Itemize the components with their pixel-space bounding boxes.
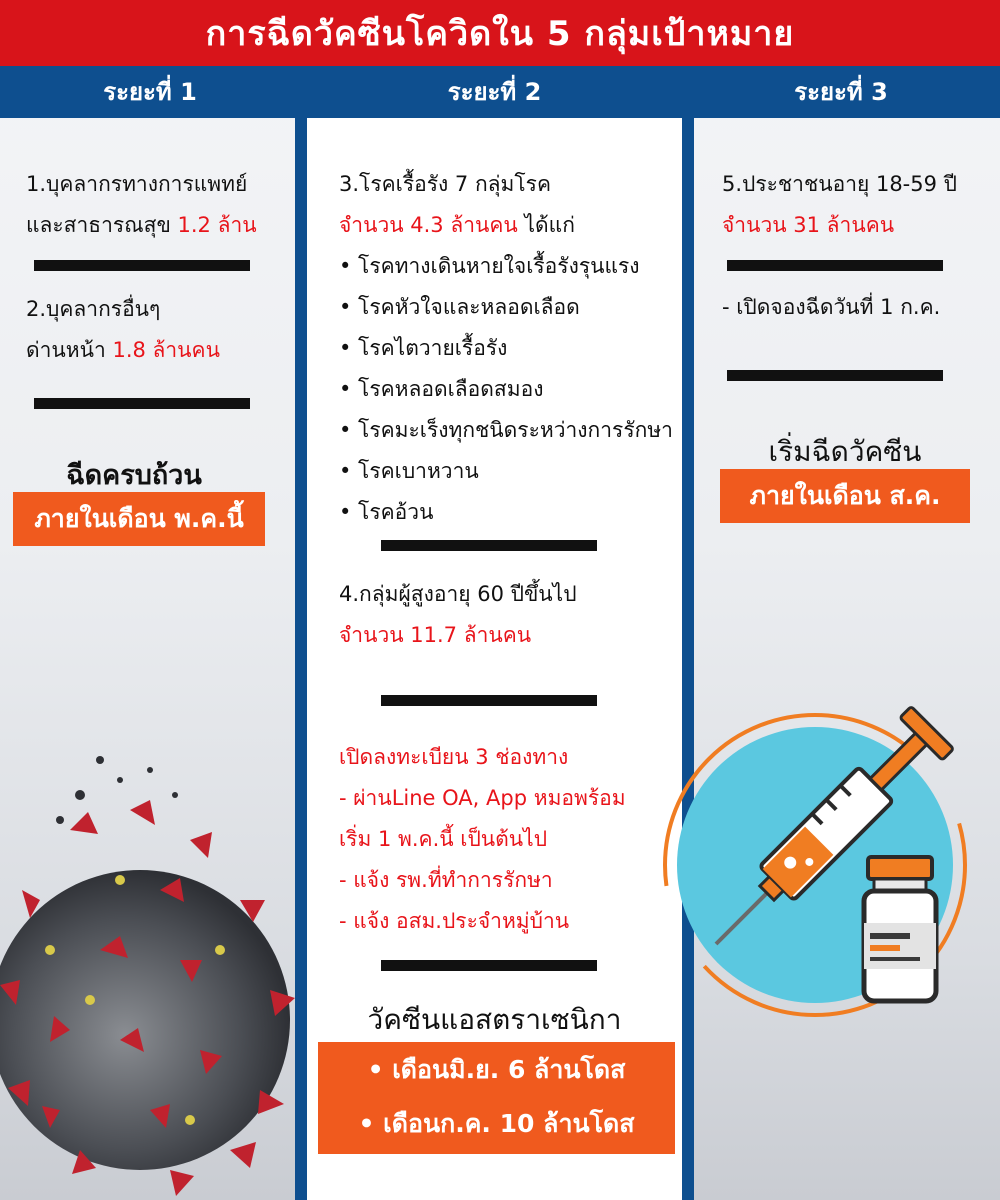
complete-deadline-badge: ภายในเดือน พ.ค.นี้ (13, 492, 265, 546)
group-2-title: 2.บุคลากรอื่นๆ (26, 297, 161, 321)
disease-item: • โรคมะเร็งทุกชนิดระหว่างการรักษา (339, 418, 673, 442)
group-4-count: จำนวน 11.7 ล้านคน (339, 623, 532, 647)
disease-item: • โรคเบาหวาน (339, 459, 479, 483)
rule (381, 540, 597, 551)
group-1-title: 1.บุคลากรทางการแพทย์ (26, 172, 248, 196)
register-item: - แจ้ง อสม.ประจำหมู่บ้าน (339, 909, 570, 933)
disease-item: • โรคทางเดินหายใจเรื้อรังรุนแรง (339, 254, 640, 278)
virus-icon (0, 700, 300, 1200)
rule (381, 695, 597, 706)
vaccine-schedule-badge (318, 1042, 675, 1154)
phase-3-label: ระยะที่ 3 (794, 78, 888, 106)
vaccine-july: • เดือนก.ค. 10 ล้านโดส (358, 1109, 635, 1138)
group-1-count: และสาธารณสุข 1.2 ล้าน (26, 213, 257, 237)
rule (381, 960, 597, 971)
register-item: - ผ่านLine OA, App หมอพร้อม (339, 786, 626, 810)
disease-item: • โรคหลอดเลือดสมอง (339, 377, 544, 401)
phase-header (0, 66, 1000, 118)
disease-item: • โรคไตวายเรื้อรัง (339, 336, 508, 360)
group-2-count: ด่านหน้า 1.8 ล้านคน (26, 338, 220, 362)
phase-1-label: ระยะที่ 1 (103, 78, 197, 106)
disease-item: • โรคหัวใจและหลอดเลือด (339, 295, 580, 319)
vaccine-vial-icon (860, 855, 940, 1005)
group-3-count: จำนวน 4.3 ล้านคน ได้แก่ (339, 213, 575, 237)
disease-item: • โรคอ้วน (339, 500, 434, 524)
group-5-count: จำนวน 31 ล้านคน (722, 213, 895, 237)
page-title: การฉีดวัคซีนโควิดใน 5 กลุ่มเป้าหมาย (205, 14, 795, 54)
start-label: เริ่มฉีดวัคซีน (768, 435, 922, 468)
rule (34, 398, 250, 409)
rule (34, 260, 250, 271)
booking-note: - เปิดจองฉีดวันที่ 1 ก.ค. (722, 295, 941, 319)
start-month-badge: ภายในเดือน ส.ค. (720, 469, 970, 523)
rule (727, 370, 943, 381)
group-3-title: 3.โรคเรื้อรัง 7 กลุ่มโรค (339, 172, 551, 196)
complete-label: ฉีดครบถ้วน (66, 460, 202, 491)
vaccine-june: • เดือนมิ.ย. 6 ล้านโดส (367, 1055, 626, 1084)
register-item: - แจ้ง รพ.ที่ทำการรักษา (339, 868, 553, 892)
title-bar (0, 0, 1000, 66)
register-title: เปิดลงทะเบียน 3 ช่องทาง (339, 745, 569, 769)
group-4-title: 4.กลุ่มผู้สูงอายุ 60 ปีขึ้นไป (339, 582, 577, 606)
register-item: เริ่ม 1 พ.ค.นี้ เป็นต้นไป (339, 827, 548, 851)
rule (727, 260, 943, 271)
phase-2-label: ระยะที่ 2 (447, 78, 542, 106)
vaccine-label: วัคซีนแอสตราเซนิกา (367, 1003, 622, 1036)
group-5-title: 5.ประชาชนอายุ 18-59 ปี (722, 172, 957, 196)
column-divider-right (682, 118, 694, 1200)
